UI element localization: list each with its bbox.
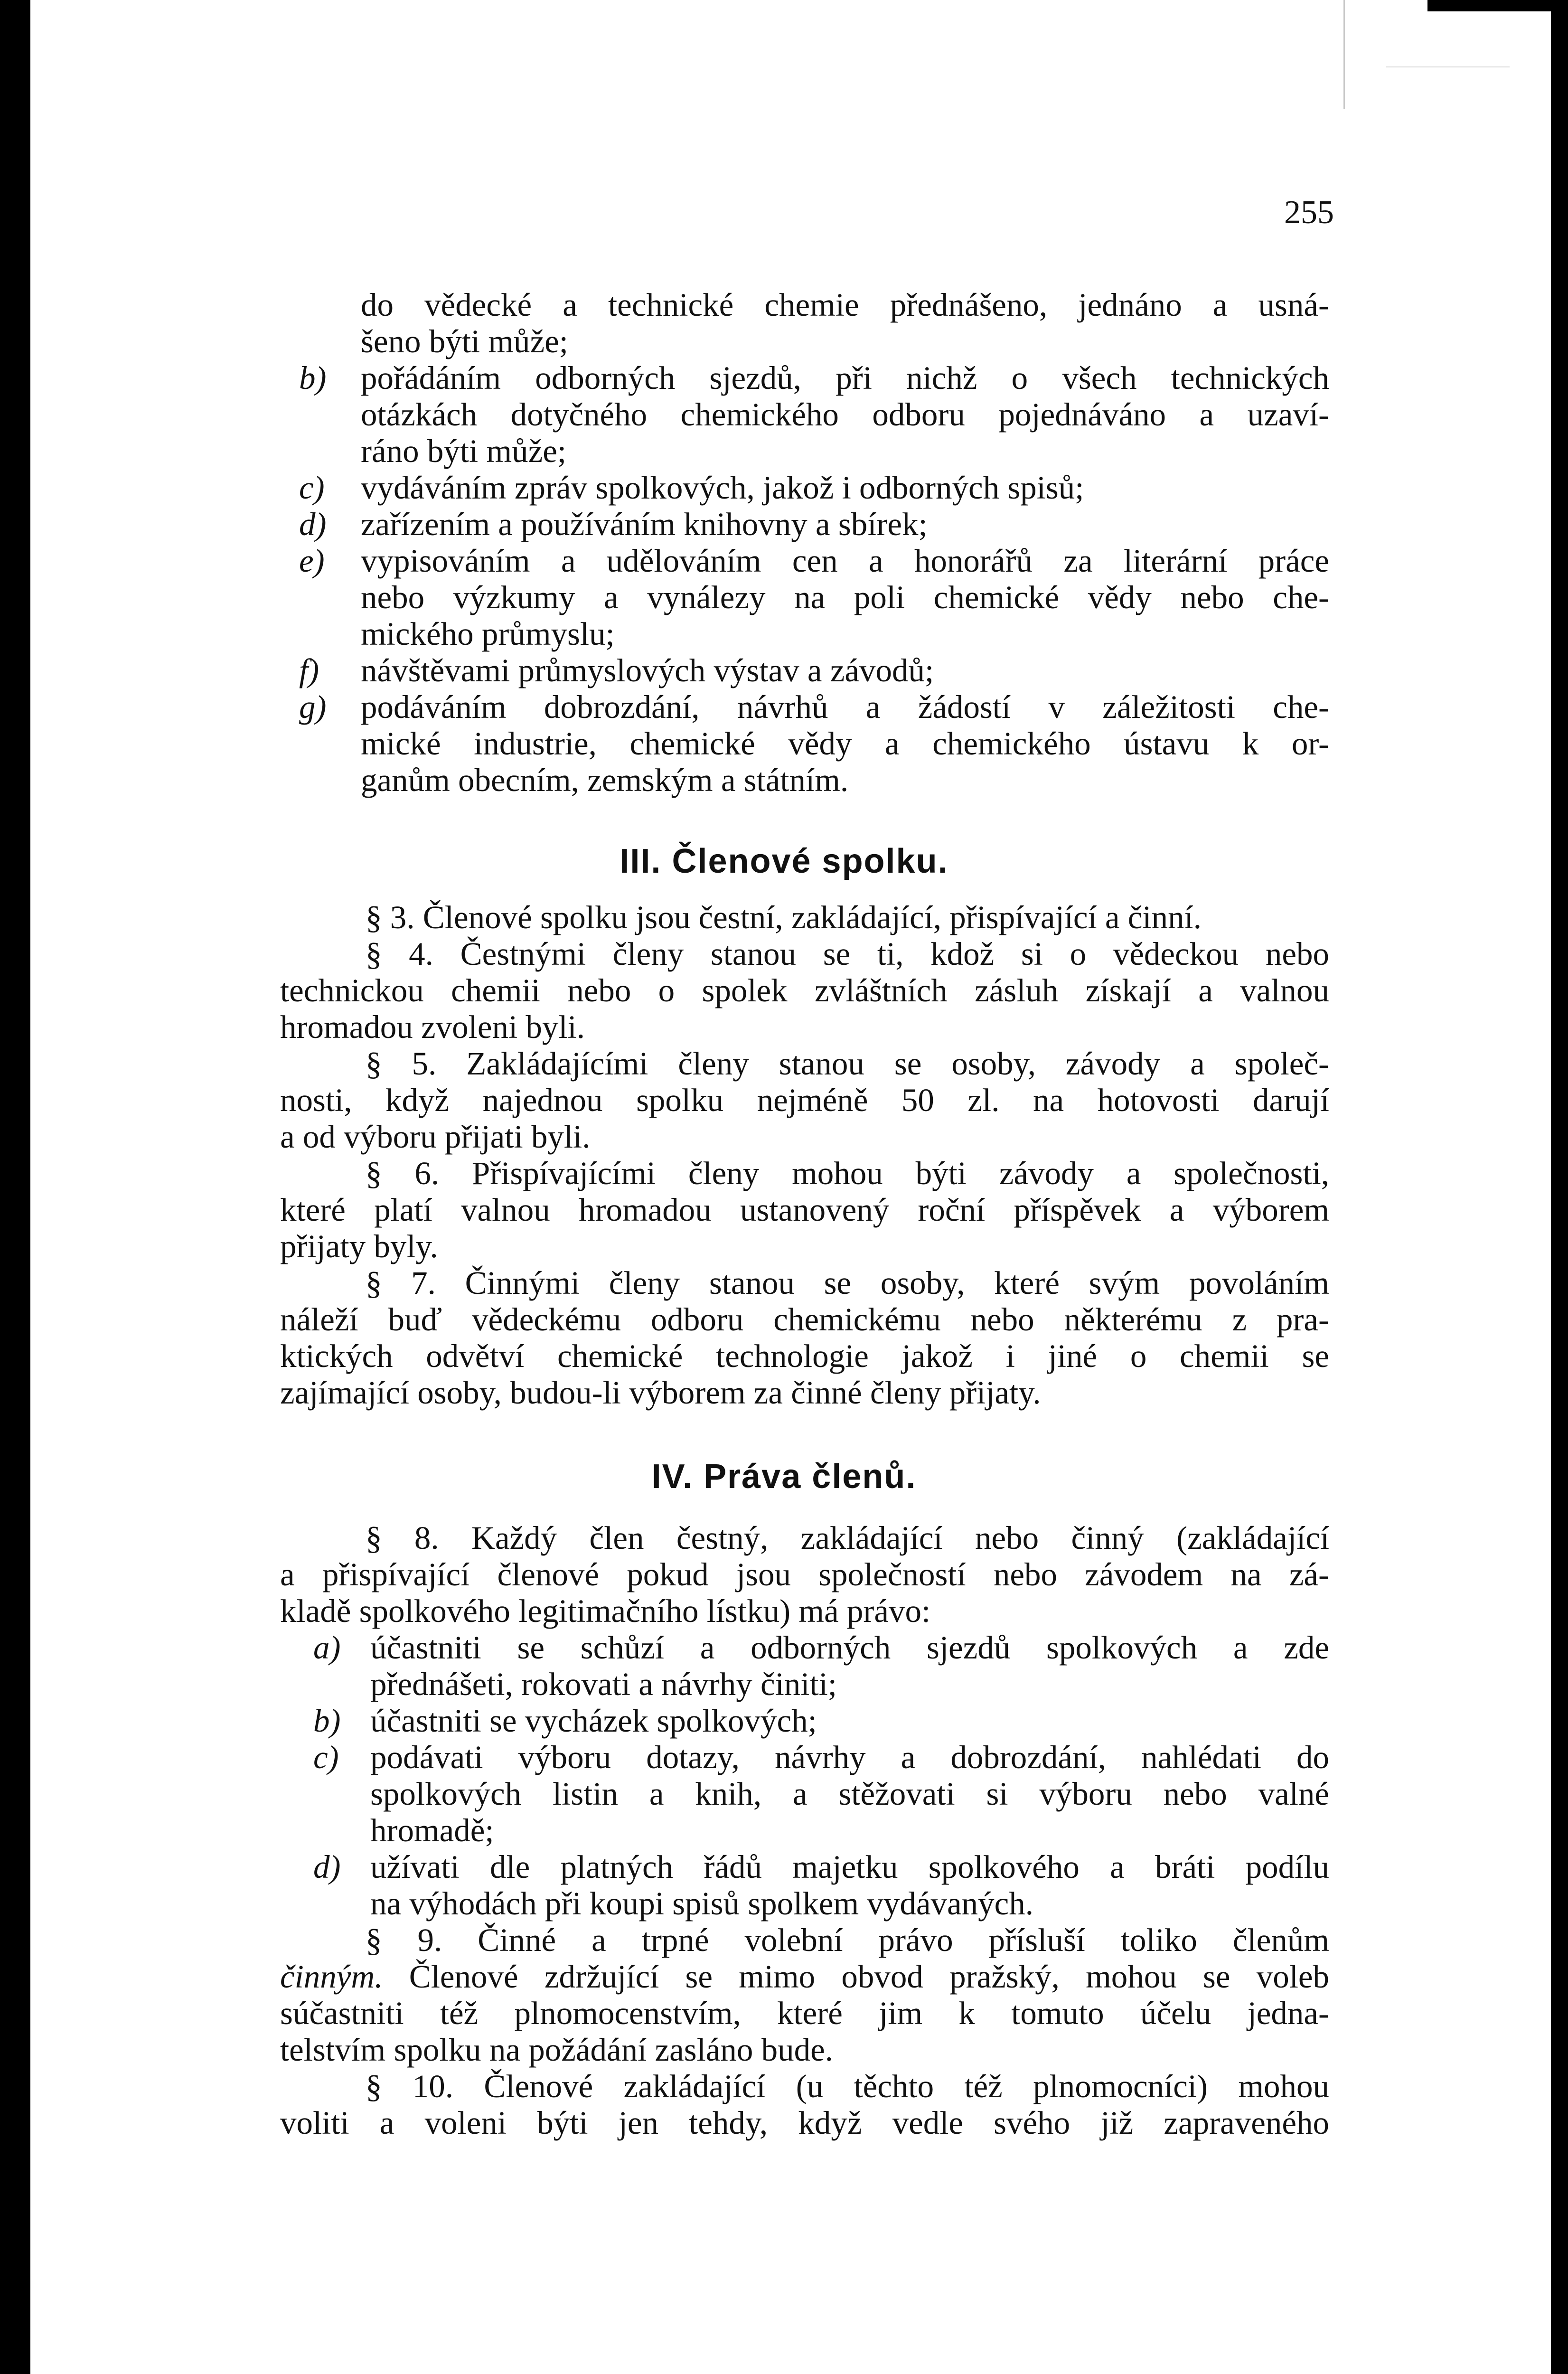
paragraph-line: technickou chemii nebo o spolek zvláštních zásluh získají a valnou (280, 972, 1329, 1008)
list-item-line: pořádáním odborných sjezdů, při nichž o všech technických (361, 360, 1329, 396)
paragraph-line: a přispívající členové pokud jsou společností nebo závodem na zá- (280, 1556, 1329, 1592)
list-label: b) (299, 360, 327, 396)
paragraph-line (280, 1959, 1329, 1995)
list-item-line: podáváním dobrozdání, návrhů a žádostí v záležitosti che- (361, 689, 1329, 725)
list-label: c) (299, 470, 325, 506)
list-item-line: vydáváním zpráv spolkových, jakož i odborných spisů; (361, 470, 1084, 506)
list-item-line: vypisováním a udělováním cen a honorářů za literární práce (361, 543, 1329, 579)
list-item-line: užívati dle platných řádů majetku spolkového a bráti podílu (370, 1849, 1329, 1885)
paragraph-line: hromadou zvoleni byli. (280, 1009, 585, 1045)
section-heading: III. Členové spolku. (620, 842, 948, 880)
paragraph-line: přijaty byly. (280, 1228, 438, 1264)
paragraph-line: kladě spolkového legitimačního lístku) má právo: (280, 1593, 931, 1629)
paragraph-line: telstvím spolku na požádání zasláno bude. (280, 2032, 834, 2068)
list-label: d) (299, 506, 327, 542)
list-label: b) (313, 1703, 341, 1739)
list-label: f) (299, 652, 319, 688)
list-label: c) (313, 1739, 339, 1775)
paragraph-line: a od výboru přijati byli. (280, 1119, 591, 1155)
list-item-line: mické industrie, chemické vědy a chemického ústavu k or- (361, 725, 1329, 762)
list-item-line: ganům obecním, zemským a státním. (361, 762, 849, 798)
list-item-line: otázkách dotyčného chemického odboru pojednáváno a uzaví- (361, 396, 1329, 433)
list-label: a) (313, 1630, 341, 1666)
list-item-line: mického průmyslu; (361, 616, 615, 652)
list-item-line: nebo výzkumy a vynálezy na poli chemické vědy nebo che- (361, 579, 1329, 615)
list-label: g) (299, 689, 327, 725)
paragraph-line: náleží buď vědeckému odboru chemickému nebo některému z pra- (280, 1301, 1329, 1338)
paragraph-line: ktických odvětví chemické technologie jakož i jiné o chemii se (280, 1338, 1329, 1374)
paragraph-line: § 5. Zakládajícími členy stanou se osoby, závody a společ- (366, 1046, 1329, 1082)
paragraph-line: které platí valnou hromadou ustanovený roční příspěvek a výborem (280, 1192, 1329, 1228)
paragraph-line: § 7. Činnými členy stanou se osoby, které svým povoláním (366, 1265, 1329, 1301)
list-item-line: zařízením a používáním knihovny a sbírek; (361, 506, 928, 542)
paragraph-line: § 9. Činné a trpné volební právo přísluší toliko členům (366, 1922, 1329, 1958)
list-item-line: účastniti se vycházek spolkových; (370, 1703, 817, 1739)
list-label: d) (313, 1849, 341, 1885)
paragraph-line: súčastniti též plnomocenstvím, které jim k tomuto účelu jedna- (280, 1995, 1329, 2031)
page-number: 255 (1284, 194, 1334, 231)
paragraph-line: § 10. Členové zakládající (u těchto též plnomocníci) mohou (366, 2068, 1329, 2104)
list-item-line: spolkových listin a knih, a stěžovati si výboru nebo valné (370, 1776, 1329, 1812)
paragraph-line: § 6. Přispívajícími členy mohou býti závody a společnosti, (366, 1155, 1329, 1191)
paragraph-line: nosti, když najednou spolku nejméně 50 zl. na hotovosti darují (280, 1082, 1329, 1118)
italic-word: činným. (280, 1959, 383, 1995)
list-label: e) (299, 543, 325, 579)
paragraph-line: § 3. Členové spolku jsou čestní, zakládající, přispívající a činní. (366, 899, 1202, 935)
paragraph-line: § 4. Čestnými členy stanou se ti, kdož si o vědeckou nebo (366, 936, 1329, 972)
paragraph-line: voliti a voleni býti jen tehdy, když vedle svého již zapraveného (280, 2105, 1329, 2141)
paragraph-line: § 8. Každý člen čestný, zakládající nebo činný (zakládající (366, 1520, 1329, 1556)
text-line: šeno býti může; (361, 323, 568, 359)
list-item-line: podávati výboru dotazy, návrhy a dobrozdání, nahlédati do (370, 1739, 1329, 1775)
list-item-line: účastniti se schůzí a odborných sjezdů spolkových a zde (370, 1630, 1329, 1666)
text-line: do vědecké a technické chemie přednášeno, jednáno a usná- (361, 287, 1329, 323)
list-item-line: hromadě; (370, 1812, 494, 1848)
section-heading: IV. Práva členů. (651, 1458, 917, 1496)
list-item-line: ráno býti může; (361, 433, 567, 469)
list-item-line: přednášeti, rokovati a návrhy činiti; (370, 1666, 837, 1702)
paragraph-line: zajímající osoby, budou-li výborem za činné členy přijaty. (280, 1375, 1041, 1411)
list-item-line: na výhodách při koupi spisů spolkem vydávaných. (370, 1885, 1034, 1922)
list-item-line: návštěvami průmyslových výstav a závodů; (361, 652, 934, 688)
paragraph-text: Členové zdržující se mimo obvod pražský, mohou se voleb (409, 1959, 1330, 1995)
